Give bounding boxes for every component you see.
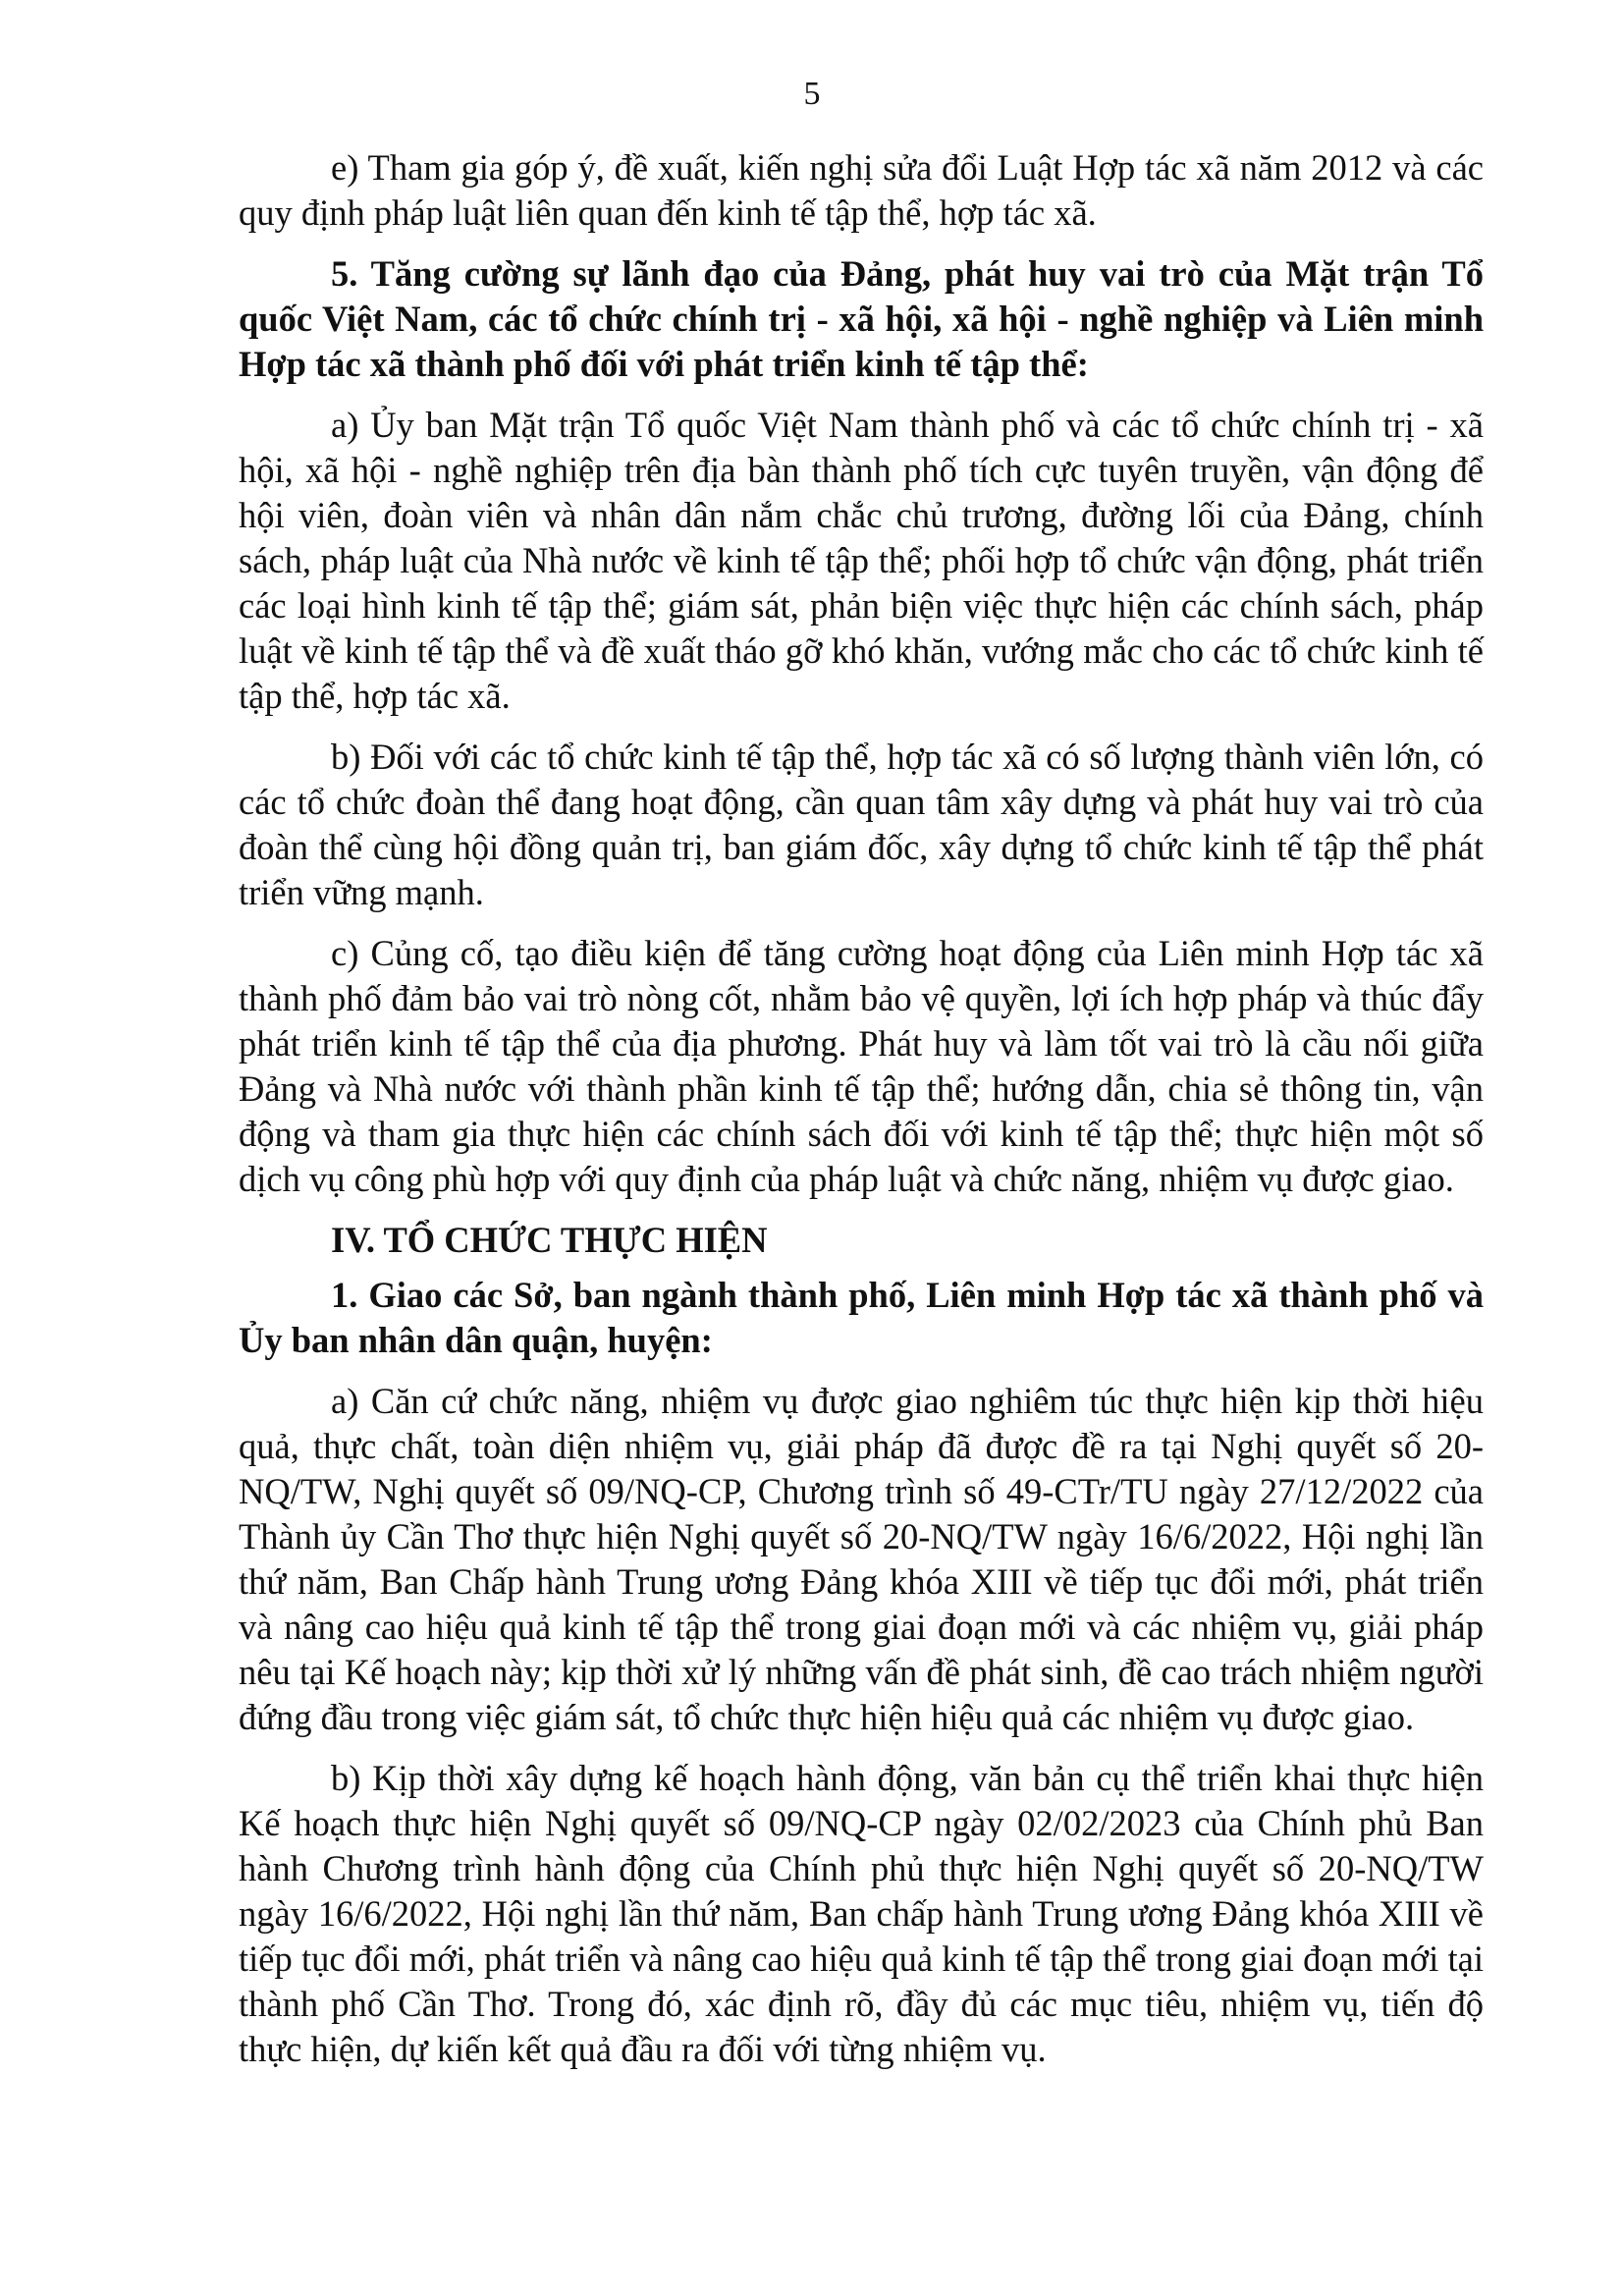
paragraph-5a: a) Ủy ban Mặt trận Tổ quốc Việt Nam thành phố và các tổ chức chính trị - xã hội, xã hội - nghề nghiệp trên địa bàn thành phố tích cực tuyên truyền, vận động để hội viên, đoàn viên và nhân dân nắm chắc chủ trương, đường lối của Đảng, chính sách, pháp luật của Nhà nước về kinh tế tập thể; phối hợp tổ chức vận động, phát triển các loại hình kinh tế tập thể; giám sát, phản biện việc thực hiện các chính sách, pháp luật về kinh tế tập thể và đề xuất tháo gỡ khó khăn, vướng mắc cho các tổ chức kinh tế tập thể, hợp tác xã. <box>239 405 1484 716</box>
paragraph-5b: b) Đối với các tổ chức kinh tế tập thể, hợp tác xã có số lượng thành viên lớn, có các tổ chức đoàn thể đang hoạt động, cần quan tâm xây dựng và phát huy vai trò của đoàn thể cùng hội đồng quản trị, ban giám đốc, xây dựng tổ chức kinh tế tập thể phát triển vững mạnh. <box>239 737 1484 912</box>
paragraph-4e: e) Tham gia góp ý, đề xuất, kiến nghị sửa đổi Luật Hợp tác xã năm 2012 và các quy định pháp luật liên quan đến kinh tế tập thể, hợp tác xã. <box>239 147 1484 233</box>
part-iv-heading: IV. TỔ CHỨC THỰC HIỆN <box>331 1220 768 1260</box>
paragraph-5c: c) Củng cố, tạo điều kiện để tăng cường hoạt động của Liên minh Hợp tác xã thành phố đảm bảo vai trò nòng cốt, nhằm bảo vệ quyền, lợi ích hợp pháp và thúc đẩy phát triển kinh tế tập thể của địa phương. Phát huy và làm tốt vai trò là cầu nối giữa Đảng và Nhà nước với thành phần kinh tế tập thể; hướng dẫn, chia sẻ thông tin, vận động và tham gia thực hiện các chính sách đối với kinh tế tập thể; thực hiện một số dịch vụ công phù hợp với quy định của pháp luật và chức năng, nhiệm vụ được giao. <box>239 933 1484 1199</box>
document-body <box>239 145 1484 2088</box>
paragraph-1a: a) Căn cứ chức năng, nhiệm vụ được giao nghiêm túc thực hiện kịp thời hiệu quả, thực chất, toàn diện nhiệm vụ, giải pháp đã được đề ra tại Nghị quyết số 20-NQ/TW, Nghị quyết số 09/NQ-CP, Chương trình số 49-CTr/TU ngày 27/12/2022 của Thành ủy Cần Thơ thực hiện Nghị quyết số 20-NQ/TW ngày 16/6/2022, Hội nghị lần thứ năm, Ban Chấp hành Trung ương Đảng khóa XIII về tiếp tục đổi mới, phát triển và nâng cao hiệu quả kinh tế tập thể trong giai đoạn mới và các nhiệm vụ, giải pháp nêu tại Kế hoạch này; kịp thời xử lý những vấn đề phát sinh, đề cao trách nhiệm người đứng đầu trong việc giám sát, tổ chức thực hiện hiệu quả các nhiệm vụ được giao. <box>239 1381 1484 1737</box>
section-1-heading: 1. Giao các Sở, ban ngành thành phố, Liên minh Hợp tác xã thành phố và Ủy ban nhân dân quận, huyện: <box>239 1275 1484 1360</box>
page-number: 5 <box>803 76 821 112</box>
paragraph-1b: b) Kịp thời xây dựng kế hoạch hành động, văn bản cụ thể triển khai thực hiện Kế hoạch thực hiện Nghị quyết số 09/NQ-CP ngày 02/02/2023 của Chính phủ Ban hành Chương trình hành động của Chính phủ thực hiện Nghị quyết số 20-NQ/TW ngày 16/6/2022, Hội nghị lần thứ năm, Ban chấp hành Trung ương Đảng khóa XIII về tiếp tục đổi mới, phát triển và nâng cao hiệu quả kinh tế tập thể trong giai đoạn mới tại thành phố Cần Thơ. Trong đó, xác định rõ, đầy đủ các mục tiêu, nhiệm vụ, tiến độ thực hiện, dự kiến kết quả đầu ra đối với từng nhiệm vụ. <box>239 1758 1484 2069</box>
section-5-heading: 5. Tăng cường sự lãnh đạo của Đảng, phát huy vai trò của Mặt trận Tổ quốc Việt Nam, các tổ chức chính trị - xã hội, xã hội - nghề nghiệp và Liên minh Hợp tác xã thành phố đối với phát triển kinh tế tập thể: <box>239 253 1484 384</box>
